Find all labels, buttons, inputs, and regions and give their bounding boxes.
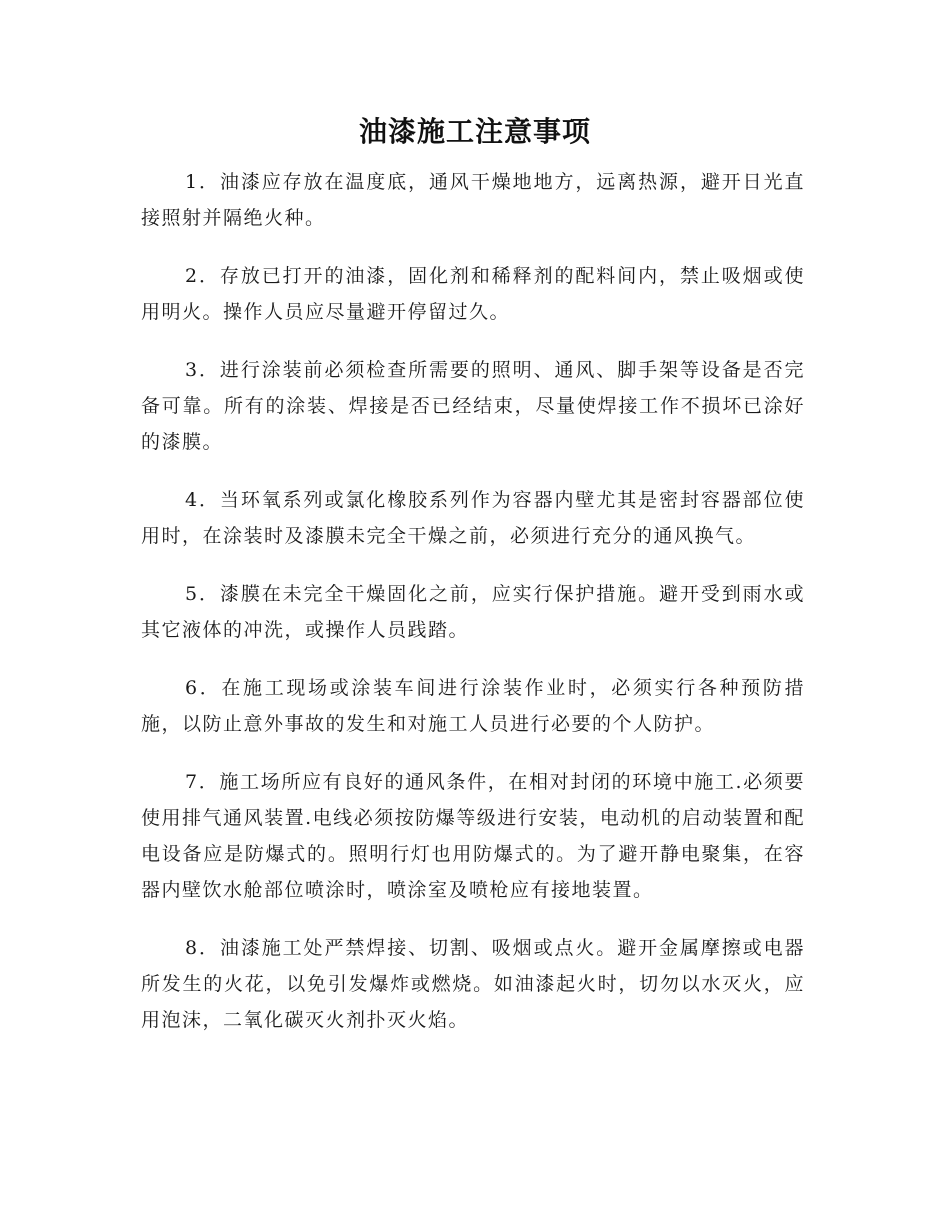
paragraph-7: 7．施工场所应有良好的通风条件，在相对封闭的环境中施工.必须要使用排气通风装置.电线必须按防爆等级进行安装，电动机的启动装置和配电设备应是防爆式的。照明行灯也用防爆式的。为了避开静电聚集，在容器内壁饮水舱部位喷涂时，喷涂室及喷枪应有接地装置。 [141, 771, 805, 901]
document-body [141, 164, 805, 1060]
paragraph-4: 4．当环氧系列或氯化橡胶系列作为容器内壁尤其是密封容器部位使用时，在涂装时及漆膜未完全干燥之前，必须进行充分的通风换气。 [141, 489, 805, 547]
paragraph-3: 3．进行涂装前必须检查所需要的照明、通风、脚手架等设备是否完备可靠。所有的涂装、焊接是否已经结束，尽量使焊接工作不损坏已涂好的漆膜。 [141, 359, 805, 453]
paragraph-8: 8．油漆施工处严禁焊接、切割、吸烟或点火。避开金属摩擦或电器所发生的火花，以免引发爆炸或燃烧。如油漆起火时，切勿以水灭火，应用泡沫，二氧化碳灭火剂扑灭火焰。 [141, 937, 805, 1031]
paragraph-6: 6．在施工现场或涂装车间进行涂装作业时，必须实行各种预防措施，以防止意外事故的发生和对施工人员进行必要的个人防护。 [141, 677, 805, 735]
paragraph-2: 2．存放已打开的油漆，固化剂和稀释剂的配料间内，禁止吸烟或使用明火。操作人员应尽量避开停留过久。 [141, 265, 805, 323]
page-title: 油漆施工注意事项 [358, 115, 591, 148]
paragraph-1: 1．油漆应存放在温度底，通风干燥地地方，远离热源，避开日光直接照射并隔绝火种。 [141, 171, 805, 229]
paragraph-5: 5．漆膜在未完全干燥固化之前，应实行保护措施。避开受到雨水或其它液体的冲洗，或操作人员践踏。 [141, 583, 805, 641]
